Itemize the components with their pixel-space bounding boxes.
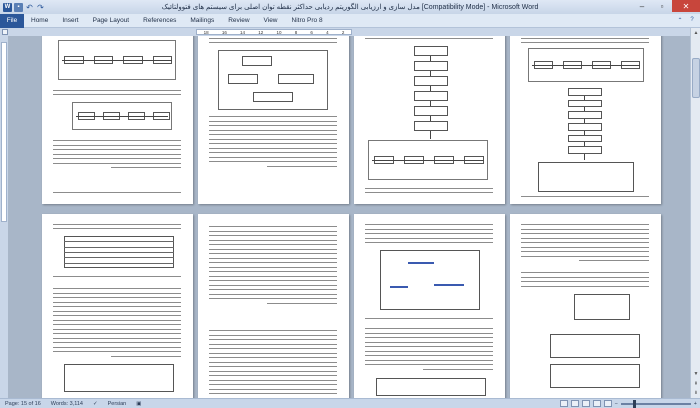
text-line xyxy=(209,134,337,135)
text-line xyxy=(53,351,181,352)
flowchart-step xyxy=(568,135,602,143)
tab-selector[interactable] xyxy=(2,29,8,35)
ruler-tick: 18 xyxy=(203,30,209,35)
text-line xyxy=(53,140,181,141)
window-controls xyxy=(632,0,700,12)
text-line xyxy=(579,260,649,261)
chart-frame xyxy=(380,250,480,310)
text-line xyxy=(209,125,337,126)
document-area[interactable] xyxy=(8,36,690,398)
document-page[interactable] xyxy=(198,214,349,398)
tab-insert[interactable]: Insert xyxy=(62,17,79,24)
flowchart-step xyxy=(414,91,448,101)
zoom-slider-thumb[interactable] xyxy=(633,400,636,408)
table-row-line xyxy=(64,257,174,258)
text-line xyxy=(521,277,649,278)
text-line xyxy=(53,333,181,334)
text-line xyxy=(209,148,337,149)
text-line xyxy=(521,242,649,243)
redo-icon[interactable]: ↷ xyxy=(37,2,44,12)
text-line xyxy=(209,380,337,381)
ribbon-right-controls xyxy=(676,16,696,24)
macro-icon[interactable]: ▣ xyxy=(136,400,142,407)
flowchart-step xyxy=(568,123,602,131)
diagram-connector xyxy=(372,160,484,161)
text-line xyxy=(209,375,337,376)
text-line xyxy=(209,276,337,277)
plot-frame xyxy=(550,364,640,388)
outline-view-button[interactable] xyxy=(593,400,601,407)
diagram-connector xyxy=(62,60,172,61)
text-line xyxy=(209,152,337,153)
text-line xyxy=(53,192,181,193)
text-line xyxy=(209,362,337,363)
maximize-button[interactable]: ▫ xyxy=(660,1,664,11)
text-line xyxy=(209,38,337,39)
scroll-down-icon[interactable]: ▼ xyxy=(693,371,699,377)
tab-references[interactable]: References xyxy=(143,17,177,24)
save-icon[interactable]: ▪ xyxy=(14,3,23,12)
ruler-scale xyxy=(196,29,352,35)
text-line xyxy=(53,329,181,330)
tab-page-layout[interactable]: Page Layout xyxy=(92,17,130,24)
document-page[interactable] xyxy=(354,36,505,204)
flowchart-arrow xyxy=(584,154,585,160)
tab-home[interactable]: Home xyxy=(31,17,49,24)
text-line xyxy=(521,224,649,225)
tab-file[interactable]: File xyxy=(0,14,24,28)
chart-series xyxy=(434,284,464,286)
vertical-ruler[interactable] xyxy=(0,36,8,398)
data-table xyxy=(64,364,174,392)
text-line xyxy=(209,143,337,144)
chart-series xyxy=(390,286,408,288)
text-line xyxy=(209,335,337,336)
diagram-connector xyxy=(532,65,640,66)
ruler-tick: 2 xyxy=(341,30,345,35)
next-page-icon[interactable]: ⇟ xyxy=(693,390,699,396)
flowchart-step xyxy=(414,61,448,71)
full-screen-view-button[interactable] xyxy=(571,400,579,407)
ruler-tick: 8 xyxy=(294,30,298,35)
text-line xyxy=(53,347,181,348)
text-line xyxy=(209,366,337,367)
proofing-icon[interactable]: ✓ xyxy=(92,400,98,407)
text-line xyxy=(53,338,181,339)
text-line xyxy=(365,242,493,243)
text-line xyxy=(521,229,649,230)
scroll-thumb[interactable] xyxy=(692,58,700,98)
text-line xyxy=(209,139,337,140)
vertical-ruler-scale xyxy=(1,42,7,222)
table-row-line xyxy=(64,263,174,264)
tab-mailings[interactable]: Mailings xyxy=(190,17,215,24)
text-line xyxy=(365,364,493,365)
text-line xyxy=(53,306,181,307)
text-line xyxy=(209,280,337,281)
text-line xyxy=(209,161,337,162)
text-line xyxy=(53,228,181,229)
tab-nitro[interactable]: Nitro Pro 8 xyxy=(291,17,323,24)
minimize-button[interactable]: – xyxy=(639,1,645,11)
text-line xyxy=(209,253,337,254)
text-line xyxy=(209,285,337,286)
text-line xyxy=(209,298,337,299)
text-line xyxy=(365,38,493,39)
diagram-connector xyxy=(76,116,168,117)
text-line xyxy=(365,360,493,361)
text-line xyxy=(521,251,649,252)
text-line xyxy=(521,238,649,239)
view-zoom-controls xyxy=(560,400,697,407)
zoom-in-icon[interactable]: + xyxy=(693,400,697,407)
chart-series xyxy=(408,262,434,264)
text-line xyxy=(53,158,181,159)
previous-page-icon[interactable]: ⇞ xyxy=(693,381,699,387)
text-line xyxy=(53,288,181,289)
text-line xyxy=(209,130,337,131)
text-line xyxy=(111,167,181,168)
text-line xyxy=(53,145,181,146)
ruler-tick: 12 xyxy=(258,30,264,35)
text-line xyxy=(53,163,181,164)
language-indicator[interactable]: Persian xyxy=(107,400,127,407)
text-line xyxy=(209,289,337,290)
text-line xyxy=(209,393,337,394)
text-line xyxy=(521,196,649,197)
text-line xyxy=(365,333,493,334)
text-line xyxy=(53,297,181,298)
document-page[interactable] xyxy=(42,214,193,398)
diagram-block xyxy=(253,92,293,102)
table-row-line xyxy=(64,252,174,253)
flowchart-step xyxy=(414,46,448,56)
text-line xyxy=(209,235,337,236)
text-line xyxy=(365,318,493,319)
text-line xyxy=(365,346,493,347)
flowchart-step xyxy=(414,76,448,86)
text-line xyxy=(209,357,337,358)
diagram-block xyxy=(242,56,272,66)
undo-icon[interactable]: ↶ xyxy=(26,2,33,12)
document-page[interactable] xyxy=(510,36,661,204)
text-line xyxy=(111,356,181,357)
text-line xyxy=(209,226,337,227)
text-line xyxy=(521,272,649,273)
window-title: مدل سازی و ارزیابی الگوریتم ردیابی حداکثر نقطه توان اصلی برای سیستم های فتوولتائیک [Compatibility Mode] - Microsoft Word xyxy=(161,4,539,11)
text-line xyxy=(209,339,337,340)
table-row-line xyxy=(64,247,174,248)
flowchart-step xyxy=(568,88,602,96)
ruler-tick: 10 xyxy=(276,30,282,35)
text-line xyxy=(53,324,181,325)
text-line xyxy=(53,302,181,303)
text-line xyxy=(209,353,337,354)
web-layout-view-button[interactable] xyxy=(582,400,590,407)
vertical-scrollbar[interactable] xyxy=(690,28,700,398)
text-line xyxy=(209,330,337,331)
ruler-tick: 16 xyxy=(221,30,227,35)
text-line xyxy=(267,166,337,167)
simulink-block xyxy=(574,294,630,320)
text-line xyxy=(209,231,337,232)
text-line xyxy=(365,229,493,230)
text-line xyxy=(209,157,337,158)
text-line xyxy=(423,369,493,370)
flowchart-arrow xyxy=(430,131,431,139)
text-line xyxy=(53,224,181,225)
text-line xyxy=(209,262,337,263)
text-line xyxy=(365,238,493,239)
text-line xyxy=(521,281,649,282)
text-line xyxy=(521,42,649,43)
text-line xyxy=(267,303,337,304)
text-line xyxy=(521,233,649,234)
document-page[interactable] xyxy=(198,36,349,204)
text-line xyxy=(53,315,181,316)
page-count[interactable]: Page: 15 of 16 xyxy=(5,400,41,407)
text-line xyxy=(521,286,649,287)
text-line xyxy=(53,154,181,155)
ribbon-tabs xyxy=(0,14,700,28)
text-line xyxy=(53,293,181,294)
flowchart-step xyxy=(414,121,448,131)
text-line xyxy=(209,249,337,250)
ruler-tick: 14 xyxy=(240,30,246,35)
text-line xyxy=(209,121,337,122)
equation-block xyxy=(97,178,137,188)
word-count[interactable]: Words: 3,114 xyxy=(50,400,83,407)
text-line xyxy=(209,348,337,349)
text-line xyxy=(209,389,337,390)
text-line xyxy=(365,192,493,193)
text-line xyxy=(209,344,337,345)
equation-block xyxy=(248,314,298,324)
flowchart-step xyxy=(414,106,448,116)
document-page[interactable] xyxy=(42,36,193,204)
text-line xyxy=(209,42,337,43)
text-line xyxy=(209,271,337,272)
text-line xyxy=(53,94,181,95)
draft-view-button[interactable] xyxy=(604,400,612,407)
status-bar xyxy=(0,398,700,408)
quick-access-toolbar xyxy=(0,3,45,12)
text-line xyxy=(365,188,493,189)
text-line xyxy=(365,224,493,225)
menu-tab-list xyxy=(24,17,330,24)
text-line xyxy=(209,384,337,385)
diagram-block xyxy=(278,74,314,84)
text-line xyxy=(53,90,181,91)
flowchart-step xyxy=(568,146,602,154)
text-line xyxy=(365,342,493,343)
zoom-slider[interactable] xyxy=(621,403,691,405)
flowchart-step xyxy=(568,111,602,119)
data-table xyxy=(376,378,486,396)
document-page[interactable] xyxy=(354,214,505,398)
text-line xyxy=(365,337,493,338)
text-line xyxy=(365,328,493,329)
text-line xyxy=(209,116,337,117)
text-line xyxy=(521,38,649,39)
scroll-up-icon[interactable]: ▲ xyxy=(693,30,699,36)
flowchart-step xyxy=(538,162,634,192)
diagram-block xyxy=(228,74,258,84)
minimize-ribbon-icon[interactable]: ⌃ xyxy=(677,17,683,24)
text-line xyxy=(53,320,181,321)
table-row-line xyxy=(64,241,174,242)
text-line xyxy=(53,276,181,277)
horizontal-ruler[interactable] xyxy=(0,28,700,36)
tab-review[interactable]: Review xyxy=(228,17,250,24)
tab-view[interactable]: View xyxy=(263,17,278,24)
text-line xyxy=(209,244,337,245)
text-line xyxy=(521,256,649,257)
text-line xyxy=(521,247,649,248)
zoom-out-icon[interactable]: − xyxy=(614,400,618,407)
text-line xyxy=(365,233,493,234)
text-line xyxy=(365,351,493,352)
text-line xyxy=(209,267,337,268)
title-bar xyxy=(0,0,700,14)
ruler-tick: 6 xyxy=(310,30,313,35)
text-line xyxy=(209,240,337,241)
text-line xyxy=(209,294,337,295)
document-page[interactable] xyxy=(510,214,661,398)
text-line xyxy=(53,311,181,312)
text-line xyxy=(209,258,337,259)
text-line xyxy=(53,149,181,150)
close-button[interactable]: ✕ xyxy=(672,0,700,12)
print-layout-view-button[interactable] xyxy=(560,400,568,407)
text-line xyxy=(209,371,337,372)
text-line xyxy=(365,355,493,356)
word-app-icon[interactable]: W xyxy=(4,4,11,10)
text-line xyxy=(53,342,181,343)
plot-frame xyxy=(550,334,640,358)
flowchart-step xyxy=(568,100,602,108)
help-icon[interactable]: ? xyxy=(690,17,694,23)
ruler-tick: 4 xyxy=(326,30,329,35)
